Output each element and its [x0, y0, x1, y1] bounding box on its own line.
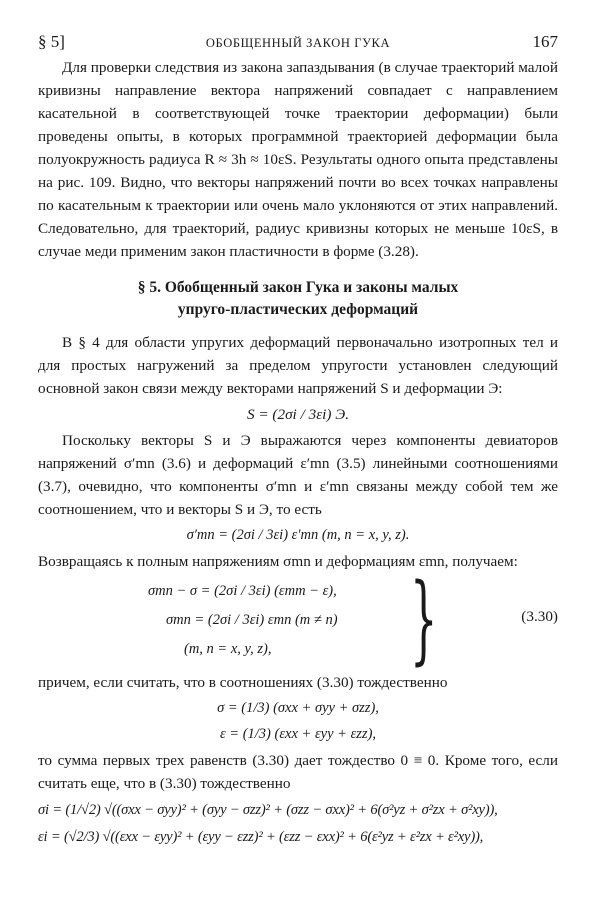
- formula-mean-strain: ε = (1/3) (εxx + εyy + εzz),: [219, 726, 377, 742]
- paragraph: Для проверки следствия из закона запаздывания (в случае траекторий малой кривизны направление вектора напряжений совпадает с направлением касательной в соответствующей точке траектории деформации) были проведены опыты, в которых программной траекторией деформации была полуокружность радиуса R ≈ 3h ≈ 10εS. Результаты одного опыта представлены на рис. 109. Видно, что векторы напряжений почти во всех точках направлены по касательным к траектории или очень мало уклоняются от этих направлений. Следовательно, для траекторий, радиус кривизны которых не меньше 10εS, в случае меди применим закон пластичности в форме (3.28).: [38, 59, 558, 260]
- paragraph: Возвращаясь к полным напряжениям σmn и деформациям εmn, получаем:: [38, 553, 518, 570]
- formula-hooke-vector: S = (2σi / 3εi) Э.: [246, 406, 349, 423]
- equation-line: σmn − σ = (2σi / 3εi) (εmm − ε),: [148, 583, 337, 599]
- section-heading-line: упруго-пластических деформаций: [177, 301, 419, 318]
- section-heading: [38, 277, 558, 321]
- paragraph: причем, если считать, что в соотношениях (3.30) тождественно: [38, 674, 448, 691]
- equation-system-3-30: [38, 563, 558, 675]
- formula-stress-intensity: σi = (1/√2) √((σxx − σyy)² + (σyy − σzz)² + (σzz − σxx)² + 6(σ²yz + σ²zx + σ²xy)),: [38, 802, 498, 818]
- equation-system-lines: [148, 577, 418, 664]
- running-header: [38, 30, 558, 56]
- formula-strain-intensity: εi = (√2/3) √((εxx − εyy)² + (εyy − εzz)² + (εzz − εxx)² + 6(ε²yz + ε²zx + ε²xy)),: [38, 829, 484, 845]
- section-mark: § 5]: [38, 32, 65, 51]
- section-heading-line: § 5. Обобщенный закон Гука и законы малых: [137, 279, 459, 296]
- running-title: ОБОБЩЕННЫЙ ЗАКОН ГУКА: [205, 36, 391, 50]
- page-number: 167: [532, 32, 558, 51]
- equation-line: σmn = (2σi / 3εi) εmn (m ≠ n): [166, 612, 338, 628]
- equation-number: (3.30): [521, 608, 558, 625]
- paragraph: В § 4 для области упругих деформаций первоначально изотропных тел и для простых нагружений за пределом упругости установлен следующий основной закон связи между векторами напряжений S и деформации Э:: [38, 334, 558, 397]
- equation-line: (m, n = x, y, z),: [184, 641, 272, 657]
- formula-mean-stress: σ = (1/3) (σxx + σyy + σzz),: [217, 700, 379, 716]
- book-page: [38, 30, 558, 853]
- paragraph: то сумма первых трех равенств (3.30) дает тождество 0 ≡ 0. Кроме того, если считать еще, что в (3.30) тождественно: [38, 752, 558, 792]
- right-brace: }: [410, 563, 438, 675]
- formula-deviator-relation: σ′mn = (2σi / 3εi) ε′mn (m, n = x, y, z).: [186, 527, 410, 543]
- paragraph: Поскольку векторы S и Э выражаются через компоненты девиаторов напряжений σ′mn (3.6) и деформаций ε′mn (3.5) линейными соотношениями (3.7), очевидно, что компоненты σ′mn и ε′mn связаны между собой тем же соотношением, что и векторы S и Э, то есть: [38, 432, 558, 518]
